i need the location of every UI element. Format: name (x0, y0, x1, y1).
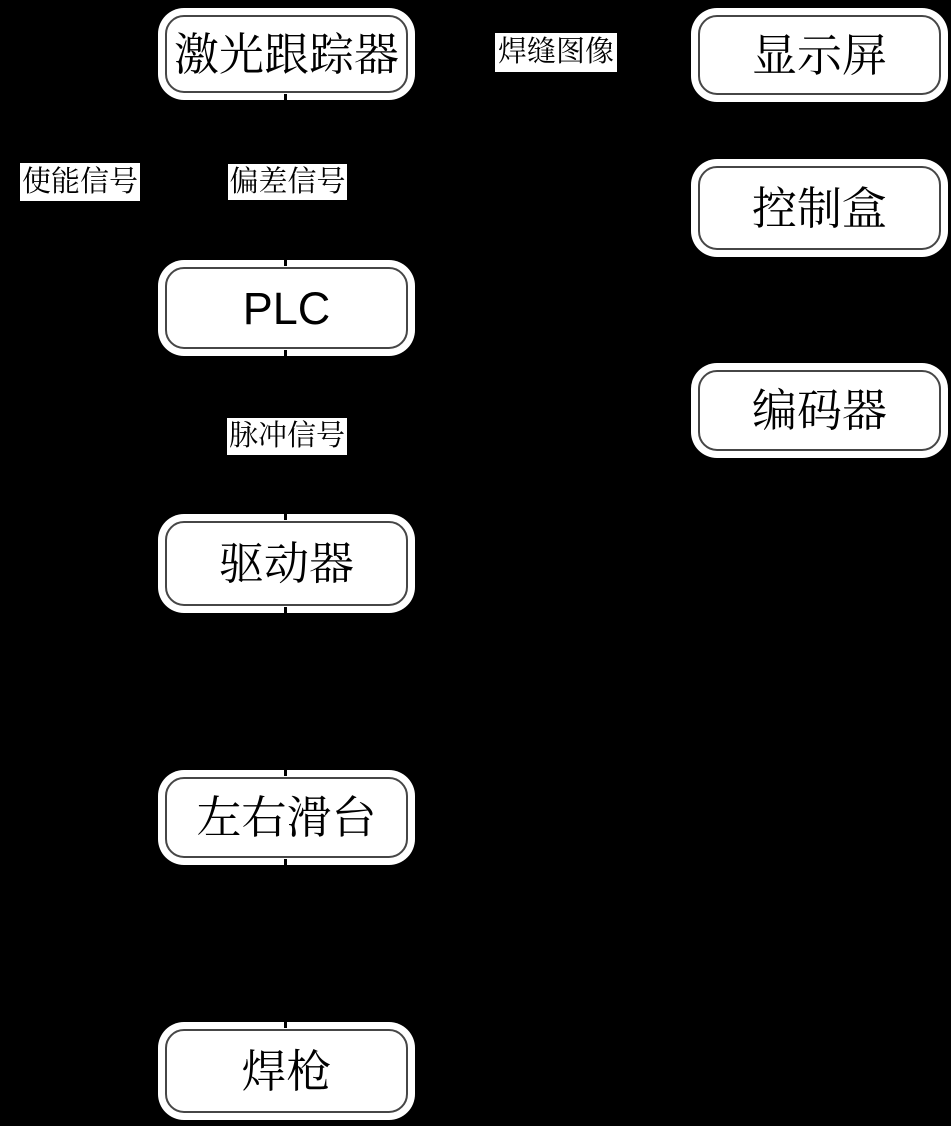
node-border (165, 1029, 408, 1113)
node-display-screen (691, 8, 948, 102)
connector-stub (284, 260, 287, 266)
node-border (698, 166, 941, 250)
node-border (165, 777, 408, 858)
node-label-display-screen: 显示屏 (751, 29, 887, 81)
node-border (165, 15, 408, 93)
edge-label-pulse-signal: 脉冲信号 (227, 418, 347, 455)
edge-label-deviation-signal: 偏差信号 (228, 164, 347, 200)
node-plc (158, 260, 415, 356)
connector-stub (284, 607, 287, 613)
connector-stub (284, 94, 287, 100)
node-border (698, 370, 941, 451)
connector-stub (284, 514, 287, 520)
node-label-plc: PLC (242, 282, 331, 334)
node-welding-gun (158, 1022, 415, 1120)
node-label-slide-table: 左右滑台 (196, 792, 377, 843)
edge-label-enable-signal: 使能信号 (20, 163, 140, 201)
node-label-driver: 驱动器 (218, 538, 354, 589)
node-slide-table (158, 770, 415, 865)
node-label-control-box: 控制盒 (751, 182, 887, 234)
node-encoder (691, 363, 948, 458)
node-label-encoder: 编码器 (751, 385, 887, 436)
node-border (165, 267, 408, 349)
node-control-box (691, 159, 948, 257)
node-label-laser-tracker: 激光跟踪器 (173, 28, 399, 80)
connector-stub (284, 350, 287, 356)
node-driver (158, 514, 415, 613)
connector-stub (284, 770, 287, 776)
node-label-welding-gun: 焊枪 (241, 1045, 332, 1097)
node-border (165, 521, 408, 606)
edge-label-weld-seam-image: 焊缝图像 (495, 33, 617, 72)
node-laser-tracker (158, 8, 415, 100)
connector-stub (284, 1022, 287, 1028)
node-border (698, 15, 941, 95)
connector-stub (284, 859, 287, 865)
